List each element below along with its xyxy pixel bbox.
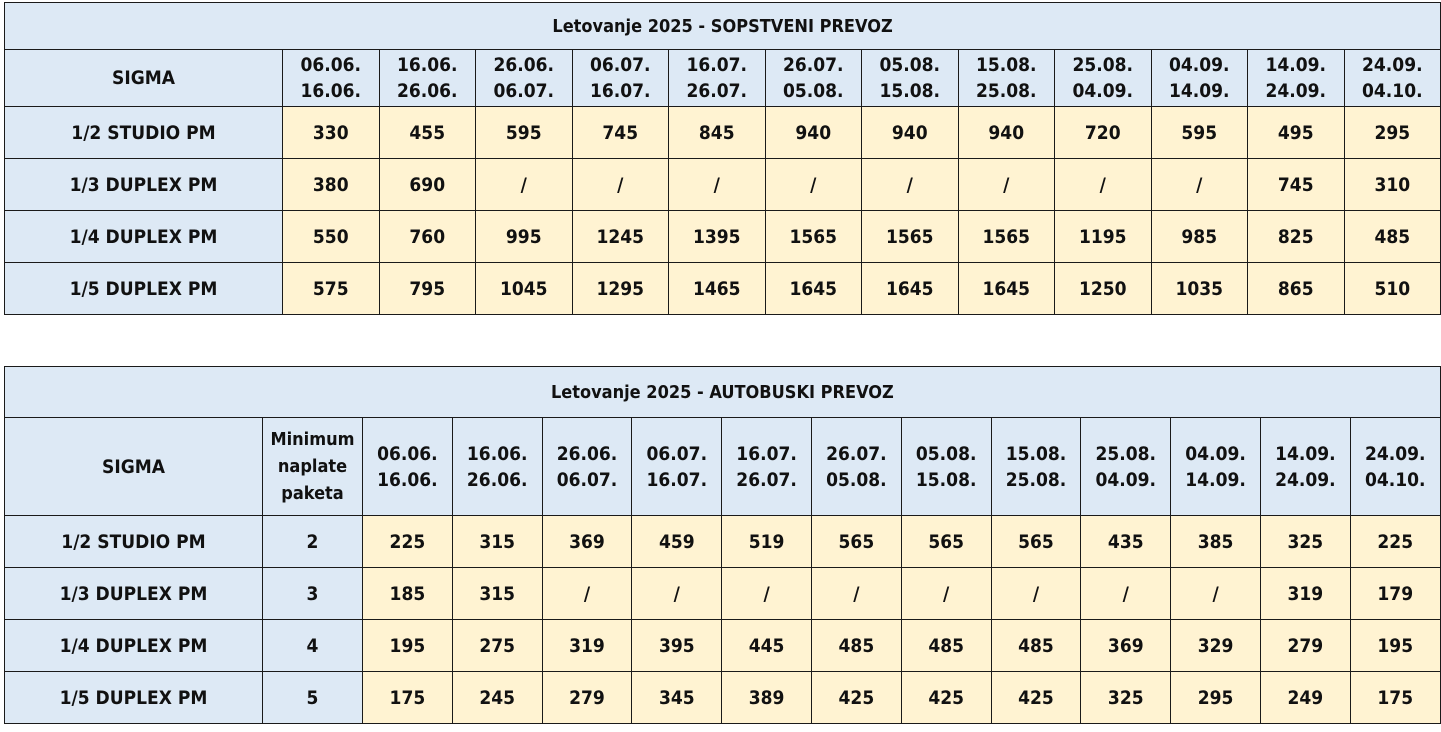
price-cell: 485 bbox=[1344, 211, 1441, 263]
price-cell: 325 bbox=[1081, 672, 1171, 724]
price-cell: 459 bbox=[632, 516, 722, 568]
period-header bbox=[1260, 418, 1350, 516]
period-to: 04.09. bbox=[1072, 80, 1134, 102]
price-cell: 865 bbox=[1248, 263, 1345, 315]
price-cell: 565 bbox=[991, 516, 1081, 568]
price-cell: 745 bbox=[572, 107, 669, 159]
price-cell: / bbox=[1081, 568, 1171, 620]
period-header bbox=[363, 418, 453, 516]
price-cell: 195 bbox=[1350, 620, 1440, 672]
minimum-header-line: paketa bbox=[281, 483, 344, 504]
period-header bbox=[452, 418, 542, 516]
price-cell: 1645 bbox=[862, 263, 959, 315]
price-cell: 319 bbox=[1260, 568, 1350, 620]
period-header bbox=[1344, 50, 1441, 107]
price-cell: 485 bbox=[991, 620, 1081, 672]
period-from: 26.06. bbox=[493, 54, 555, 76]
period-to: 26.07. bbox=[736, 468, 797, 491]
price-cell: 279 bbox=[542, 672, 632, 724]
price-cell: 485 bbox=[811, 620, 901, 672]
room-type-label: 1/5 DUPLEX PM bbox=[5, 263, 283, 315]
price-cell: / bbox=[669, 159, 766, 211]
price-cell: 295 bbox=[1171, 672, 1261, 724]
period-to: 04.10. bbox=[1362, 80, 1423, 102]
price-cell: 389 bbox=[722, 672, 812, 724]
price-cell: 345 bbox=[632, 672, 722, 724]
price-cell: 760 bbox=[379, 211, 476, 263]
price-cell: 380 bbox=[283, 159, 380, 211]
period-header bbox=[958, 50, 1055, 107]
period-header bbox=[1055, 50, 1152, 107]
price-table-own-transport bbox=[4, 2, 1441, 315]
price-cell: 795 bbox=[379, 263, 476, 315]
period-from: 06.07. bbox=[646, 442, 708, 465]
period-from: 05.08. bbox=[915, 442, 977, 465]
price-cell: 1035 bbox=[1151, 263, 1248, 315]
price-cell: 175 bbox=[1350, 672, 1440, 724]
price-cell: 279 bbox=[1260, 620, 1350, 672]
period-from: 25.08. bbox=[1095, 442, 1157, 465]
room-type-label: 1/2 STUDIO PM bbox=[5, 516, 263, 568]
price-cell: 1395 bbox=[669, 211, 766, 263]
period-to: 26.06. bbox=[396, 80, 458, 102]
period-header bbox=[572, 50, 669, 107]
price-cell: 275 bbox=[452, 620, 542, 672]
period-from: 25.08. bbox=[1072, 54, 1134, 76]
price-cell: 369 bbox=[542, 516, 632, 568]
price-cell: 225 bbox=[1350, 516, 1440, 568]
period-from: 06.06. bbox=[300, 54, 362, 76]
price-cell: 1565 bbox=[862, 211, 959, 263]
period-header bbox=[1171, 418, 1261, 516]
table-title: Letovanje 2025 - AUTOBUSKI PREVOZ bbox=[5, 367, 1441, 418]
period-from: 04.09. bbox=[1168, 54, 1230, 76]
minimum-header-line: Minimum bbox=[270, 429, 355, 450]
room-type-label: 1/3 DUPLEX PM bbox=[5, 159, 283, 211]
price-cell: 985 bbox=[1151, 211, 1248, 263]
price-cell: 485 bbox=[901, 620, 991, 672]
price-cell: 550 bbox=[283, 211, 380, 263]
price-cell: 295 bbox=[1344, 107, 1441, 159]
room-type-label: 1/5 DUPLEX PM bbox=[5, 672, 263, 724]
price-cell: 1250 bbox=[1055, 263, 1152, 315]
period-from: 06.06. bbox=[377, 442, 438, 465]
period-from: 26.07. bbox=[782, 54, 844, 76]
period-header bbox=[476, 50, 573, 107]
price-cell: / bbox=[1171, 568, 1261, 620]
price-cell: / bbox=[811, 568, 901, 620]
price-cell: 940 bbox=[958, 107, 1055, 159]
period-from: 06.07. bbox=[589, 54, 651, 76]
period-to: 16.06. bbox=[377, 468, 438, 491]
period-header bbox=[632, 418, 722, 516]
price-cell: 565 bbox=[901, 516, 991, 568]
table-row bbox=[5, 516, 1441, 568]
price-cell: 325 bbox=[1260, 516, 1350, 568]
table-row bbox=[5, 620, 1441, 672]
price-cell: 690 bbox=[379, 159, 476, 211]
table-row bbox=[5, 159, 1441, 211]
price-cell: 510 bbox=[1344, 263, 1441, 315]
period-to: 26.07. bbox=[686, 80, 748, 102]
minimum-packages: 4 bbox=[263, 620, 363, 672]
price-cell: / bbox=[1151, 159, 1248, 211]
period-from: 16.07. bbox=[736, 442, 797, 465]
price-cell: 185 bbox=[363, 568, 453, 620]
price-cell: 1465 bbox=[669, 263, 766, 315]
price-cell: 940 bbox=[862, 107, 959, 159]
period-to: 15.08. bbox=[879, 80, 941, 102]
table-title: Letovanje 2025 - SOPSTVENI PREVOZ bbox=[5, 3, 1441, 50]
price-cell: 1645 bbox=[765, 263, 862, 315]
corner-header: SIGMA bbox=[5, 418, 263, 516]
price-cell: 249 bbox=[1260, 672, 1350, 724]
price-cell: 575 bbox=[283, 263, 380, 315]
period-to: 24.09. bbox=[1275, 468, 1336, 491]
room-type-label: 1/2 STUDIO PM bbox=[5, 107, 283, 159]
period-from: 04.09. bbox=[1185, 442, 1246, 465]
room-type-label: 1/4 DUPLEX PM bbox=[5, 211, 283, 263]
period-to: 05.08. bbox=[826, 468, 887, 491]
price-cell: 329 bbox=[1171, 620, 1261, 672]
period-header bbox=[1248, 50, 1345, 107]
price-cell: 310 bbox=[1344, 159, 1441, 211]
corner-header: SIGMA bbox=[5, 50, 283, 107]
price-cell: 1565 bbox=[958, 211, 1055, 263]
period-header bbox=[722, 418, 812, 516]
period-from: 14.09. bbox=[1265, 54, 1327, 76]
period-header bbox=[811, 418, 901, 516]
price-cell: / bbox=[572, 159, 669, 211]
price-cell: 455 bbox=[379, 107, 476, 159]
price-cell: 425 bbox=[991, 672, 1081, 724]
minimum-packages: 5 bbox=[263, 672, 363, 724]
price-cell: 1245 bbox=[572, 211, 669, 263]
period-header bbox=[1081, 418, 1171, 516]
period-to: 06.07. bbox=[556, 468, 618, 491]
price-cell: 720 bbox=[1055, 107, 1152, 159]
period-from: 24.09. bbox=[1362, 54, 1423, 76]
period-to: 26.06. bbox=[466, 468, 528, 491]
price-cell: / bbox=[632, 568, 722, 620]
price-table-bus-transport bbox=[4, 366, 1441, 724]
price-cell: 595 bbox=[476, 107, 573, 159]
price-cell: 315 bbox=[452, 516, 542, 568]
minimum-header-line: naplate bbox=[277, 456, 348, 477]
table-row bbox=[5, 107, 1441, 159]
minimum-header bbox=[263, 418, 363, 516]
period-from: 14.09. bbox=[1275, 442, 1336, 465]
price-cell: 1195 bbox=[1055, 211, 1152, 263]
price-cell: / bbox=[722, 568, 812, 620]
period-from: 16.07. bbox=[686, 54, 748, 76]
price-cell: 315 bbox=[452, 568, 542, 620]
period-to: 16.07. bbox=[646, 468, 708, 491]
price-cell: 435 bbox=[1081, 516, 1171, 568]
price-cell: 565 bbox=[811, 516, 901, 568]
period-header bbox=[669, 50, 766, 107]
period-to: 06.07. bbox=[493, 80, 555, 102]
period-from: 16.06. bbox=[466, 442, 528, 465]
period-to: 25.08. bbox=[1005, 468, 1067, 491]
period-to: 16.06. bbox=[300, 80, 362, 102]
price-cell: 595 bbox=[1151, 107, 1248, 159]
price-cell: 825 bbox=[1248, 211, 1345, 263]
price-cell: 369 bbox=[1081, 620, 1171, 672]
period-header bbox=[283, 50, 380, 107]
period-from: 05.08. bbox=[879, 54, 941, 76]
price-cell: 940 bbox=[765, 107, 862, 159]
period-to: 04.09. bbox=[1095, 468, 1157, 491]
period-to: 16.07. bbox=[589, 80, 651, 102]
period-header bbox=[901, 418, 991, 516]
price-cell: 1045 bbox=[476, 263, 573, 315]
period-from: 16.06. bbox=[396, 54, 458, 76]
price-cell: / bbox=[958, 159, 1055, 211]
price-cell: 225 bbox=[363, 516, 453, 568]
room-type-label: 1/3 DUPLEX PM bbox=[5, 568, 263, 620]
period-to: 25.08. bbox=[975, 80, 1037, 102]
price-cell: 445 bbox=[722, 620, 812, 672]
price-cell: / bbox=[765, 159, 862, 211]
table-row bbox=[5, 211, 1441, 263]
price-cell: / bbox=[1055, 159, 1152, 211]
period-from: 26.06. bbox=[556, 442, 618, 465]
period-from: 26.07. bbox=[826, 442, 887, 465]
period-header bbox=[379, 50, 476, 107]
period-to: 14.09. bbox=[1185, 468, 1246, 491]
period-to: 05.08. bbox=[782, 80, 844, 102]
minimum-packages: 2 bbox=[263, 516, 363, 568]
period-header bbox=[1350, 418, 1440, 516]
price-cell: / bbox=[901, 568, 991, 620]
period-to: 24.09. bbox=[1265, 80, 1327, 102]
table-row bbox=[5, 263, 1441, 315]
price-cell: 495 bbox=[1248, 107, 1345, 159]
period-header bbox=[765, 50, 862, 107]
period-header bbox=[1151, 50, 1248, 107]
price-cell: 425 bbox=[811, 672, 901, 724]
period-from: 24.09. bbox=[1364, 442, 1426, 465]
period-to: 15.08. bbox=[915, 468, 977, 491]
room-type-label: 1/4 DUPLEX PM bbox=[5, 620, 263, 672]
price-cell: 995 bbox=[476, 211, 573, 263]
price-cell: 845 bbox=[669, 107, 766, 159]
price-cell: 519 bbox=[722, 516, 812, 568]
period-from: 15.08. bbox=[975, 54, 1037, 76]
price-cell: 1295 bbox=[572, 263, 669, 315]
price-cell: / bbox=[991, 568, 1081, 620]
price-cell: 319 bbox=[542, 620, 632, 672]
price-cell: 195 bbox=[363, 620, 453, 672]
price-cell: 385 bbox=[1171, 516, 1261, 568]
period-to: 04.10. bbox=[1364, 468, 1426, 491]
table-row bbox=[5, 672, 1441, 724]
period-from: 15.08. bbox=[1005, 442, 1067, 465]
price-cell: 245 bbox=[452, 672, 542, 724]
price-cell: / bbox=[862, 159, 959, 211]
minimum-packages: 3 bbox=[263, 568, 363, 620]
price-cell: 425 bbox=[901, 672, 991, 724]
price-cell: 1645 bbox=[958, 263, 1055, 315]
price-cell: / bbox=[476, 159, 573, 211]
price-cell: 175 bbox=[363, 672, 453, 724]
period-to: 14.09. bbox=[1168, 80, 1230, 102]
price-cell: 179 bbox=[1350, 568, 1440, 620]
price-cell: 330 bbox=[283, 107, 380, 159]
period-header bbox=[991, 418, 1081, 516]
period-header bbox=[542, 418, 632, 516]
price-cell: 395 bbox=[632, 620, 722, 672]
period-header bbox=[862, 50, 959, 107]
price-cell: 1565 bbox=[765, 211, 862, 263]
price-cell: / bbox=[542, 568, 632, 620]
table-row bbox=[5, 568, 1441, 620]
price-cell: 745 bbox=[1248, 159, 1345, 211]
